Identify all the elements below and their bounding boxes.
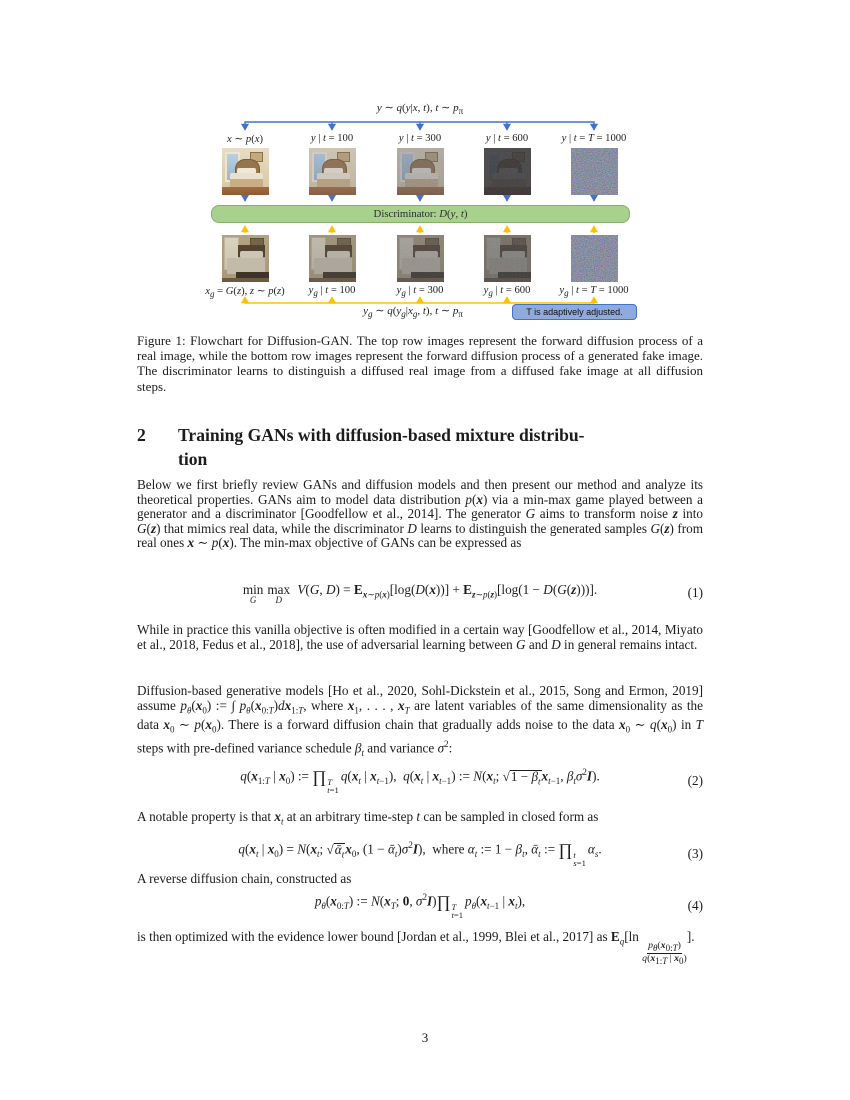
equation-3-body: $q(x_t$ | $x_0) = N(x_t$; $√ᾱ_tx_0$, $(1 - ᾱ_t)\sigma^2I$), where $\alpha_t$ := $1 - \beta_t$, ᾱ$_t$ := ∏ t s=1 $\alpha_s$. xyxy=(238,840,602,869)
noise-texture xyxy=(397,148,444,195)
noise-texture xyxy=(309,148,356,195)
noise-texture xyxy=(484,235,531,282)
paragraph-gan-review: Below we first briefly review GANs and diffusion models and then present our method and analyze its theoretical properties. GANs aim to model data distribution p(x) via a min-max game played between a generator and a discriminator [Goodfellow et al., 2014]. The generator G aims to transform noise z into G(z) that mimics real data, while the discriminator D learns to distinguish the generated samples G(z) from real ones x ∼ p(x). The min-max objective of GANs can be expressed as xyxy=(137,477,704,551)
section-title: Training GANs with diffusion-based mixture distribu- tion xyxy=(178,425,585,469)
diffusion-image xyxy=(571,235,618,282)
diffusion-image xyxy=(484,235,531,282)
noise-texture xyxy=(484,148,531,195)
diffusion-image xyxy=(397,235,444,282)
diffusion-image xyxy=(222,235,269,282)
equation-1-body: min G max D V(G, $D) = E_{x\sim p(x)}[\log(D(x))] + E_{z\sim p(z)}[\log(1 - D(G(z)))]$. xyxy=(242,581,598,605)
paragraph-reverse-chain: A reverse diffusion chain, constructed as xyxy=(137,871,352,886)
section-number: 2 xyxy=(137,425,146,445)
image-label: $y_g$ | t = T = 1000 xyxy=(559,285,629,299)
image-label: y | t = 300 xyxy=(398,133,442,144)
noise-texture xyxy=(309,235,356,282)
equation-1-number: (1) xyxy=(687,585,703,600)
noise-texture xyxy=(571,148,618,195)
page-number: 3 xyxy=(421,1030,429,1045)
section-heading xyxy=(137,424,703,471)
figure-caption: Figure 1: Flowchart for Diffusion-GAN. The top row images represent the forward diffusion process of a real image, while the bottom row images represent the forward diffusion process of a generated fake image. The discriminator learns to distinguish a diffused real image from a diffused fake image at all diffusion steps. xyxy=(137,333,703,394)
image-label: $x_g = G(z)$, z ∼ p(z) xyxy=(205,286,285,300)
top-diffusion-formula: y ∼ q(y|x, t), t ∼ $p_\pi$ xyxy=(376,102,464,117)
equation-4-number: (4) xyxy=(687,898,703,913)
diffusion-image xyxy=(309,235,356,282)
equation-3 xyxy=(137,841,703,867)
diffusion-image xyxy=(571,148,618,195)
image-label: $y_g$ | t = 600 xyxy=(483,285,531,299)
diffusion-darkening-overlay xyxy=(222,235,269,282)
equation-4-body: $p_\theta(x_{0:T})$ := $N(x_T$; 0, $\sigma^2I)\prod$ T t=1 $p_\theta(x_{t-1}$ | $x_t$), xyxy=(314,892,526,921)
discriminator-label: Discriminator: D(y, t) xyxy=(373,208,468,220)
equation-4 xyxy=(137,893,703,919)
equation-3-number: (3) xyxy=(687,846,703,861)
paragraph-closed-form: A notable property is that $x_t$ at an arbitrary time-step t can be sampled in closed form as xyxy=(137,809,599,827)
paragraph-elbo: is then optimized with the evidence lower bound [Jordan et al., 1999, Blei et al., 2017] as $E_q[\ln$ $\frac{p_\theta(x_{0:T})}{q(x_{1:T} | x_0)}$ ]. xyxy=(137,929,695,967)
equation-2-number: (2) xyxy=(687,773,703,788)
figure-1-diagram xyxy=(137,100,703,328)
equation-1 xyxy=(137,578,703,608)
image-label: y | t = 100 xyxy=(310,133,354,144)
diffusion-image xyxy=(484,148,531,195)
image-label: $y_g$ | t = 100 xyxy=(308,285,356,299)
image-label: y | t = 600 xyxy=(485,133,529,144)
adaptive-T-note: T is adaptively adjusted. xyxy=(512,304,637,320)
diffusion-image xyxy=(309,148,356,195)
noise-texture xyxy=(397,235,444,282)
discriminator-bar xyxy=(211,205,630,223)
equation-2 xyxy=(137,768,703,794)
image-label: x ∼ p(x) xyxy=(227,134,263,145)
image-label: y | t = T = 1000 xyxy=(561,133,627,144)
equation-2-body: $q(x_{1:T}$ | $x_0$) := ∏ T t=1 $q(x_t$ | $x_{t-1}$), $q(x_t$ | $x_{t-1}$) := $N(x_t$; $√1 - \beta_tx_{t-1}$, $\beta_t\sigma^2I$). xyxy=(240,767,600,796)
paragraph-diffusion-models: Diffusion-based generative models [Ho et al., 2020, Sohl-Dickstein et al., 2015, Song and Ermon, 2019] assume $p_\theta(x_0)$ := ∫ $p_\theta(x_{0:T})dx_{1:T}$, where $x_1$, . . . , $x_T$ are latent variables of the same dimensionality as the data $x_0$ ∼ $p(x_0)$. There is a forward diffusion chain that gradually adds noise to the data $x_0$ ∼ $q(x_0)$ in T steps with pre-defined variance schedule $\beta_t$ and variance $\sigma^2$: xyxy=(137,683,703,759)
noise-texture xyxy=(571,235,618,282)
bottom-diffusion-formula: $y_g$ ∼ $q(y_g|x_g$, t), t ∼ $p_\pi$ xyxy=(363,305,463,320)
paragraph-vanilla-objective: While in practice this vanilla objective is often modified in a certain way [Goodfellow et al., 2014, Miyato et al., 2018, Fedus et al., 2018], the use of adversarial learning between G and D in general remains intact. xyxy=(137,622,703,652)
image-label: $y_g$ | t = 300 xyxy=(396,285,444,299)
diffusion-image xyxy=(222,148,269,195)
diffusion-image xyxy=(397,148,444,195)
